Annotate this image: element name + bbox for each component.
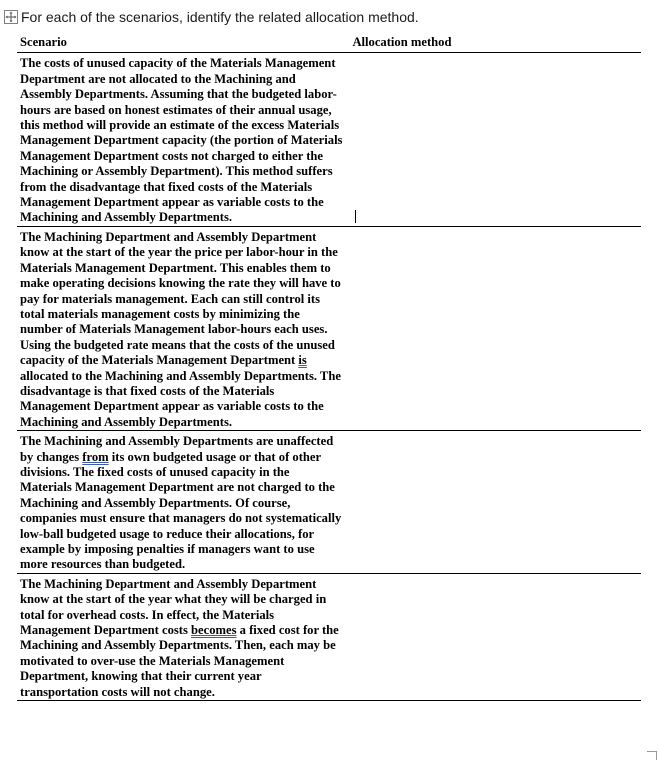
table-resize-handle-icon[interactable] [647,751,657,760]
table-row [17,431,641,574]
table-move-handle-icon[interactable] [4,10,18,24]
table-row [17,226,641,430]
text-cursor [355,210,356,223]
scenario-text: The Machining Department and Assembly Department know at the start of the year what they will be charged in total for overhead costs. In effect, the Materials Management Department costs becomes a fixed cost for the Machining and Assembly Departments. Then, each may be motivated to over-use the Materials Management Department, knowing that their current year transportation costs will not change. [20,576,339,699]
scenario-text: The Machining Department and Assembly Department know at the start of the year the price per labor-hour in the Materials Management Department. This enables them to make operating decisions knowing the rate they will have to pay for materials management. Each can still control its total materials management costs by minimizing the number of Materials Management labor-hours each uses. Using the budgeted rate means that the costs of the unused capacity of the Materials Management Department is allocated to the Machining and Assembly Departments. The disadvantage is that fixed costs of the Materials Management Department appear as variable costs to the Machining and Assembly Departments. [20,229,341,429]
allocation-method-input[interactable] [342,53,641,226]
instruction-line [4,8,419,26]
scenario-cell [17,431,342,574]
scenario-column-header: Scenario [17,34,342,53]
allocation-method-input[interactable] [342,226,641,430]
scenario-cell [17,573,342,700]
scenario-text: The costs of unused capacity of the Materials Management Department are not allocated to the Machining and Assembly Departments. Assuming that the budgeted labor-hours are based on honest estimates of their annual usage, this method will provide an estimate of the excess Materials Management Department capacity (the portion of Materials Management Department costs not charged to either the Machining or Assembly Department). This method suffers from the disadvantage that fixed costs of the Materials Management Department appear as variable costs to the Machining and Assembly Departments. [20,56,343,225]
scenario-text: The Machining and Assembly Departments are unaffected by changes from its own budgeted usage or that of other divisions. The fixed costs of unused capacity in the Materials Management Department are not charged to the Machining and Assembly Departments. Of course, companies must ensure that managers do not systematically low-ball budgeted usage to reduce their allocations, for example by imposing penalties if managers want to use more resources than budgeted. [20,434,342,572]
table-header-row [17,34,641,53]
allocation-method-input[interactable] [342,573,641,700]
table-row [17,573,641,700]
allocation-method-input[interactable] [342,431,641,574]
grammar-flag[interactable]: becomes [191,623,237,638]
scenario-table [17,34,641,701]
table-row [17,53,641,226]
instruction-text: For each of the scenarios, identify the related allocation method. [21,9,419,25]
scenario-cell [17,226,342,430]
grammar-flag[interactable]: from [82,449,109,464]
method-column-header: Allocation method [342,34,641,53]
scenario-cell [17,53,342,226]
grammar-flag[interactable]: is [298,353,307,368]
